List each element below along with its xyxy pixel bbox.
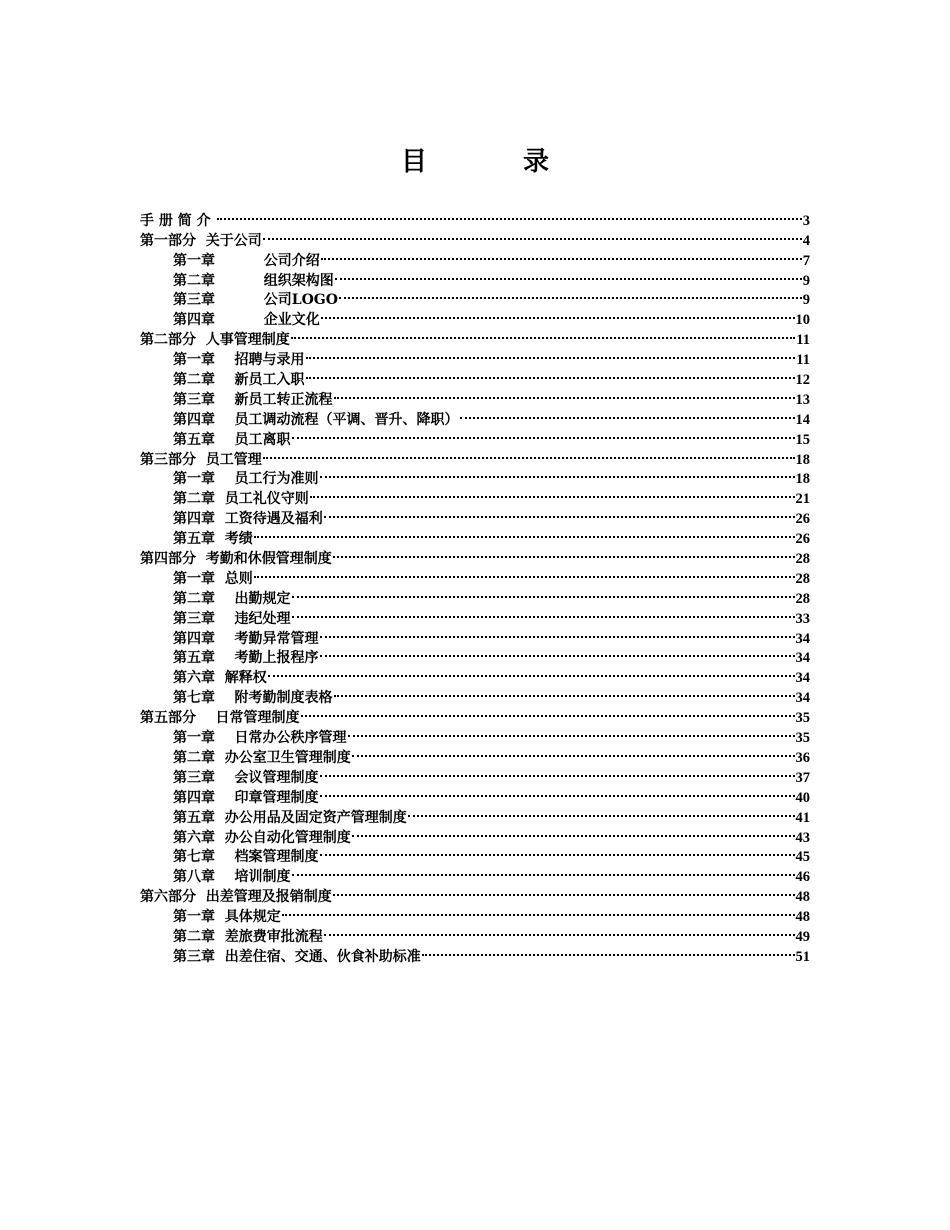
toc-entry-label: 第七章 档案管理制度 bbox=[173, 849, 319, 866]
toc-entry-page-number: 51 bbox=[795, 948, 810, 965]
toc-entry-label: 第四章 印章管理制度 bbox=[173, 789, 319, 806]
toc-entry-page-number: 48 bbox=[795, 889, 810, 906]
toc-entry-label: 第二部分 人事管理制度 bbox=[140, 332, 290, 349]
toc-entry-page-number: 48 bbox=[795, 909, 810, 926]
toc-dot-leader bbox=[335, 265, 802, 285]
toc-entry-page-number: 14 bbox=[795, 411, 810, 428]
toc-entry-page-number: 45 bbox=[795, 849, 810, 866]
toc-entry-label: 第六章 解释权 bbox=[173, 670, 267, 687]
toc-dot-leader bbox=[306, 364, 795, 384]
toc-entry-label: 第一章 日常办公秩序管理 bbox=[173, 730, 347, 747]
toc-entry-label: 第一部分 关于公司 bbox=[140, 232, 262, 249]
toc-entry-page-number: 18 bbox=[795, 451, 810, 468]
toc-entry-label: 第三章 公司LOGO bbox=[173, 292, 338, 309]
toc-entry-page-number: 18 bbox=[795, 471, 810, 488]
toc-entry[interactable] bbox=[140, 205, 810, 229]
toc-entry-page-number: 13 bbox=[795, 391, 810, 408]
toc-entry-label: 第三章 出差住宿、交通、伙食补助标准 bbox=[173, 948, 421, 965]
toc-entry-page-number: 49 bbox=[795, 928, 810, 945]
toc-dot-leader bbox=[460, 404, 795, 424]
toc-entry-label: 第三章 会议管理制度 bbox=[173, 769, 319, 786]
toc-dot-leader bbox=[320, 623, 795, 643]
toc-dot-leader bbox=[320, 782, 795, 802]
toc-entry-label: 第二章 员工礼仪守则 bbox=[173, 491, 309, 508]
toc-entry-label: 第七章 附考勤制度表格 bbox=[173, 690, 333, 707]
toc-entry-page-number: 26 bbox=[795, 511, 810, 528]
toc-entry-label: 第二章 办公室卫生管理制度 bbox=[173, 749, 351, 766]
toc-dot-leader bbox=[263, 225, 802, 245]
toc-entry-label: 第六章 办公自动化管理制度 bbox=[173, 829, 351, 846]
toc-entry-page-number: 41 bbox=[795, 809, 810, 826]
toc-entry-page-number: 9 bbox=[802, 272, 810, 289]
toc-entry[interactable] bbox=[140, 225, 810, 249]
toc-entry-label: 手 册 简 介 bbox=[140, 212, 216, 229]
toc-dot-leader bbox=[268, 662, 795, 682]
toc-dot-leader bbox=[292, 603, 795, 623]
toc-entry-page-number: 35 bbox=[795, 710, 810, 727]
toc-entry-label: 第三章 新员工转正流程 bbox=[173, 391, 333, 408]
toc-dot-leader bbox=[339, 285, 802, 305]
toc-entry-label: 第二章 新员工入职 bbox=[173, 372, 305, 389]
toc-entry-page-number: 28 bbox=[795, 551, 810, 568]
toc-dot-leader bbox=[321, 304, 795, 324]
toc-dot-leader bbox=[324, 921, 795, 941]
toc-dot-leader bbox=[292, 583, 795, 603]
toc-dot-leader bbox=[320, 643, 795, 663]
toc-entry-label: 第一章 具体规定 bbox=[173, 909, 281, 926]
toc-entry-label: 第四章 企业文化 bbox=[173, 312, 320, 329]
toc-dot-leader bbox=[320, 464, 795, 484]
toc-entry-page-number: 28 bbox=[795, 570, 810, 587]
toc-entry-page-number: 35 bbox=[795, 730, 810, 747]
toc-entry-page-number: 4 bbox=[802, 232, 810, 249]
toc-dot-leader bbox=[292, 861, 795, 881]
toc-entry-page-number: 15 bbox=[795, 431, 810, 448]
toc-entry-page-number: 40 bbox=[795, 789, 810, 806]
toc-entry-page-number: 43 bbox=[795, 829, 810, 846]
toc-dot-leader bbox=[320, 762, 795, 782]
toc-entry-page-number: 46 bbox=[795, 869, 810, 886]
toc-dot-leader bbox=[320, 842, 795, 862]
toc-dot-leader bbox=[292, 424, 795, 444]
toc-list bbox=[140, 205, 810, 965]
toc-entry-page-number: 21 bbox=[795, 491, 810, 508]
toc-entry-label: 第八章 培训制度 bbox=[173, 869, 291, 886]
toc-dot-leader bbox=[352, 742, 795, 762]
toc-entry-label: 第一章 招聘与录用 bbox=[173, 352, 305, 369]
toc-dot-leader bbox=[310, 483, 795, 503]
toc-entry-label: 第六部分 出差管理及报销制度 bbox=[140, 889, 332, 906]
toc-dot-leader bbox=[217, 205, 802, 225]
toc-entry-label: 第五章 办公用品及固定资产管理制度 bbox=[173, 809, 407, 826]
toc-entry-label: 第三章 违纪处理 bbox=[173, 610, 291, 627]
toc-entry-page-number: 34 bbox=[795, 630, 810, 647]
toc-entry-page-number: 11 bbox=[796, 332, 810, 349]
toc-entry-label: 第四章 工资待遇及福利 bbox=[173, 511, 323, 528]
toc-dot-leader bbox=[254, 563, 795, 583]
toc-title: 目 录 bbox=[400, 147, 576, 177]
toc-dot-leader bbox=[282, 901, 795, 921]
toc-entry-page-number: 26 bbox=[795, 531, 810, 548]
toc-entry-page-number: 9 bbox=[802, 292, 810, 309]
toc-dot-leader bbox=[334, 384, 795, 404]
toc-entry-page-number: 34 bbox=[795, 690, 810, 707]
toc-entry-label: 第三部分 员工管理 bbox=[140, 451, 262, 468]
toc-dot-leader bbox=[263, 444, 795, 464]
toc-entry-page-number: 34 bbox=[795, 650, 810, 667]
toc-entry-page-number: 34 bbox=[795, 670, 810, 687]
toc-dot-leader bbox=[352, 822, 795, 842]
toc-entry-label: 第二章 组织架构图 bbox=[173, 272, 334, 289]
toc-dot-leader bbox=[306, 344, 796, 364]
toc-entry-page-number: 10 bbox=[795, 312, 810, 329]
toc-entry-label: 第二章 差旅费审批流程 bbox=[173, 928, 323, 945]
toc-dot-leader bbox=[301, 702, 795, 722]
toc-dot-leader bbox=[333, 543, 795, 563]
toc-entry-label: 第二章 出勤规定 bbox=[173, 590, 291, 607]
toc-entry-page-number: 7 bbox=[802, 252, 810, 269]
toc-entry-page-number: 3 bbox=[802, 212, 810, 229]
toc-entry-label: 第一章 公司介绍 bbox=[173, 252, 320, 269]
toc-entry-label: 第一章 总则 bbox=[173, 570, 253, 587]
toc-entry-label: 第四章 考勤异常管理 bbox=[173, 630, 319, 647]
toc-entry-label: 第五章 考绩 bbox=[173, 531, 253, 548]
toc-entry-page-number: 28 bbox=[795, 590, 810, 607]
toc-entry-page-number: 33 bbox=[795, 610, 810, 627]
toc-dot-leader bbox=[348, 722, 795, 742]
toc-dot-leader bbox=[408, 802, 795, 822]
toc-entry-label: 第五章 考勤上报程序 bbox=[173, 650, 319, 667]
toc-dot-leader bbox=[254, 523, 795, 543]
toc-entry-label: 第四章 员工调动流程（平调、晋升、降职） bbox=[173, 411, 459, 428]
toc-entry-page-number: 36 bbox=[795, 749, 810, 766]
toc-dot-leader bbox=[324, 503, 795, 523]
toc-dot-leader bbox=[422, 941, 795, 961]
toc-entry-label: 第五部分 日常管理制度 bbox=[140, 710, 300, 727]
toc-dot-leader bbox=[321, 245, 802, 265]
toc-dot-leader bbox=[334, 682, 795, 702]
toc-entry-page-number: 11 bbox=[796, 352, 810, 369]
toc-entry-page-number: 12 bbox=[795, 372, 810, 389]
toc-entry-label: 第一章 员工行为准则 bbox=[173, 471, 319, 488]
toc-entry-label: 第五章 员工离职 bbox=[173, 431, 291, 448]
toc-entry-page-number: 37 bbox=[795, 769, 810, 786]
toc-dot-leader bbox=[291, 324, 796, 344]
toc-dot-leader bbox=[333, 881, 795, 901]
toc-entry-label: 第四部分 考勤和休假管理制度 bbox=[140, 551, 332, 568]
